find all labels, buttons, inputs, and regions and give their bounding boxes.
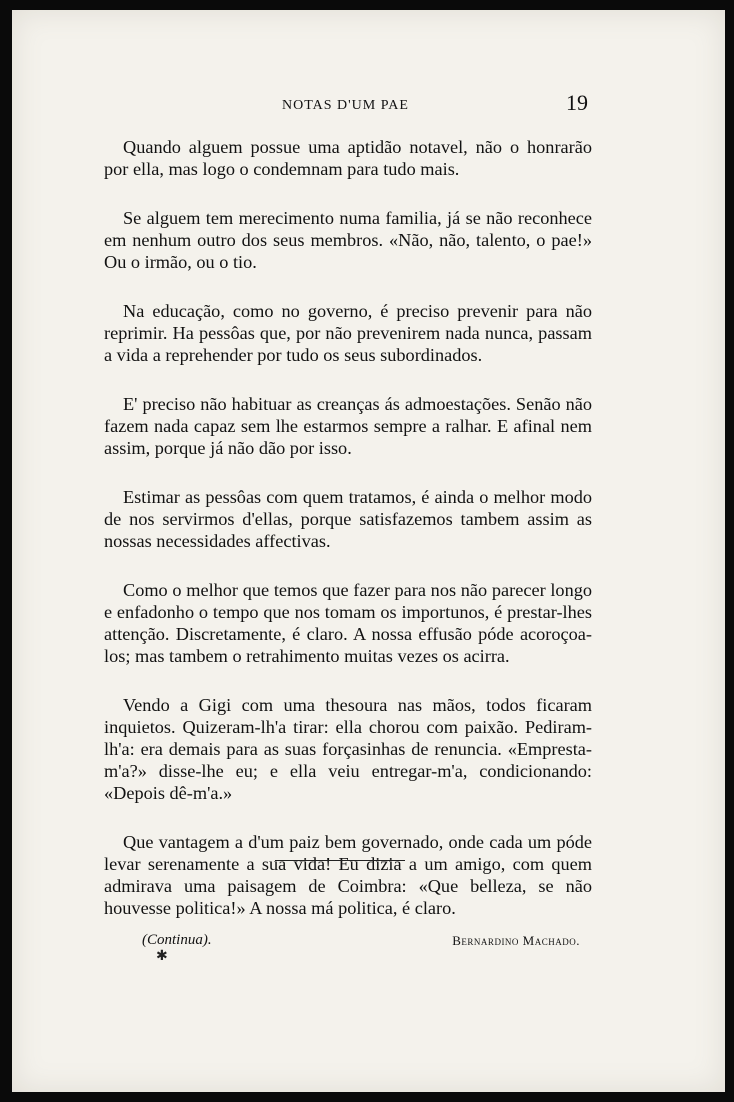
paragraph: Como o melhor que temos que fazer para nos não parecer longo e enfadonho o tempo que nos tomam os importunos, é prestar-lhes attenção. Discretamente, é claro. A nossa effusão póde acoroçoa-los; mas tambem o retrahimento muitas vezes os acirra. bbox=[104, 580, 592, 666]
paragraph: Se alguem tem merecimento numa familia, já se não reconhece em nenhum outro dos seus membros. «Não, não, talento, o pae!» Ou o irmão, ou o tio. bbox=[104, 208, 592, 272]
paragraph: Estimar as pessôas com quem tratamos, é ainda o melhor modo de nos servirmos d'ellas, porque satisfazemos tambem assim as nossas necessidades affectivas. bbox=[104, 487, 592, 551]
section-divider bbox=[275, 860, 405, 861]
author-signature: Bernardino Machado. bbox=[452, 933, 580, 948]
paragraph: Que vantagem a d'um paiz bem governado, onde cada um póde levar serenamente a sua vida! Eu dizia a um amigo, com quem admirava uma paisagem de Coimbra: «Que belleza, se não houvesse politica!» A nossa má politica, é claro. bbox=[104, 832, 592, 918]
page-body bbox=[104, 136, 592, 953]
book-page bbox=[12, 10, 725, 1092]
running-title: NOTAS D'UM PAE bbox=[282, 98, 409, 113]
continua-note: (Continua). bbox=[142, 932, 212, 948]
page-number: 19 bbox=[566, 90, 588, 115]
paragraph: Na educação, como no governo, é preciso prevenir para não reprimir. Ha pessôas que, por não prevenirem nada nunca, passam a vida a reprehender por tudo os seus subordinados. bbox=[104, 301, 592, 365]
paragraph: Quando alguem possue uma aptidão notavel, não o honrarão por ella, mas logo o condemnam para tudo mais. bbox=[104, 137, 592, 179]
signoff bbox=[104, 929, 592, 953]
paragraph: E' preciso não habituar as creanças ás admoestações. Senão não fazem nada capaz sem lhe estarmos sempre a ralhar. E afinal nem assim, porque já não dão por isso. bbox=[104, 394, 592, 458]
asterisk-mark-icon: ✱ bbox=[156, 948, 168, 964]
paragraph: Vendo a Gigi com uma thesoura nas mãos, todos ficaram inquietos. Quizeram-lh'a tirar: ella chorou com paixão. Pediram-lh'a: era demais para as suas forçasinhas de renuncia. «Empresta-m'a?» disse-lhe eu; e ella veiu entregar-m'a, condicionando: «Depois dê-m'a.» bbox=[104, 695, 592, 803]
